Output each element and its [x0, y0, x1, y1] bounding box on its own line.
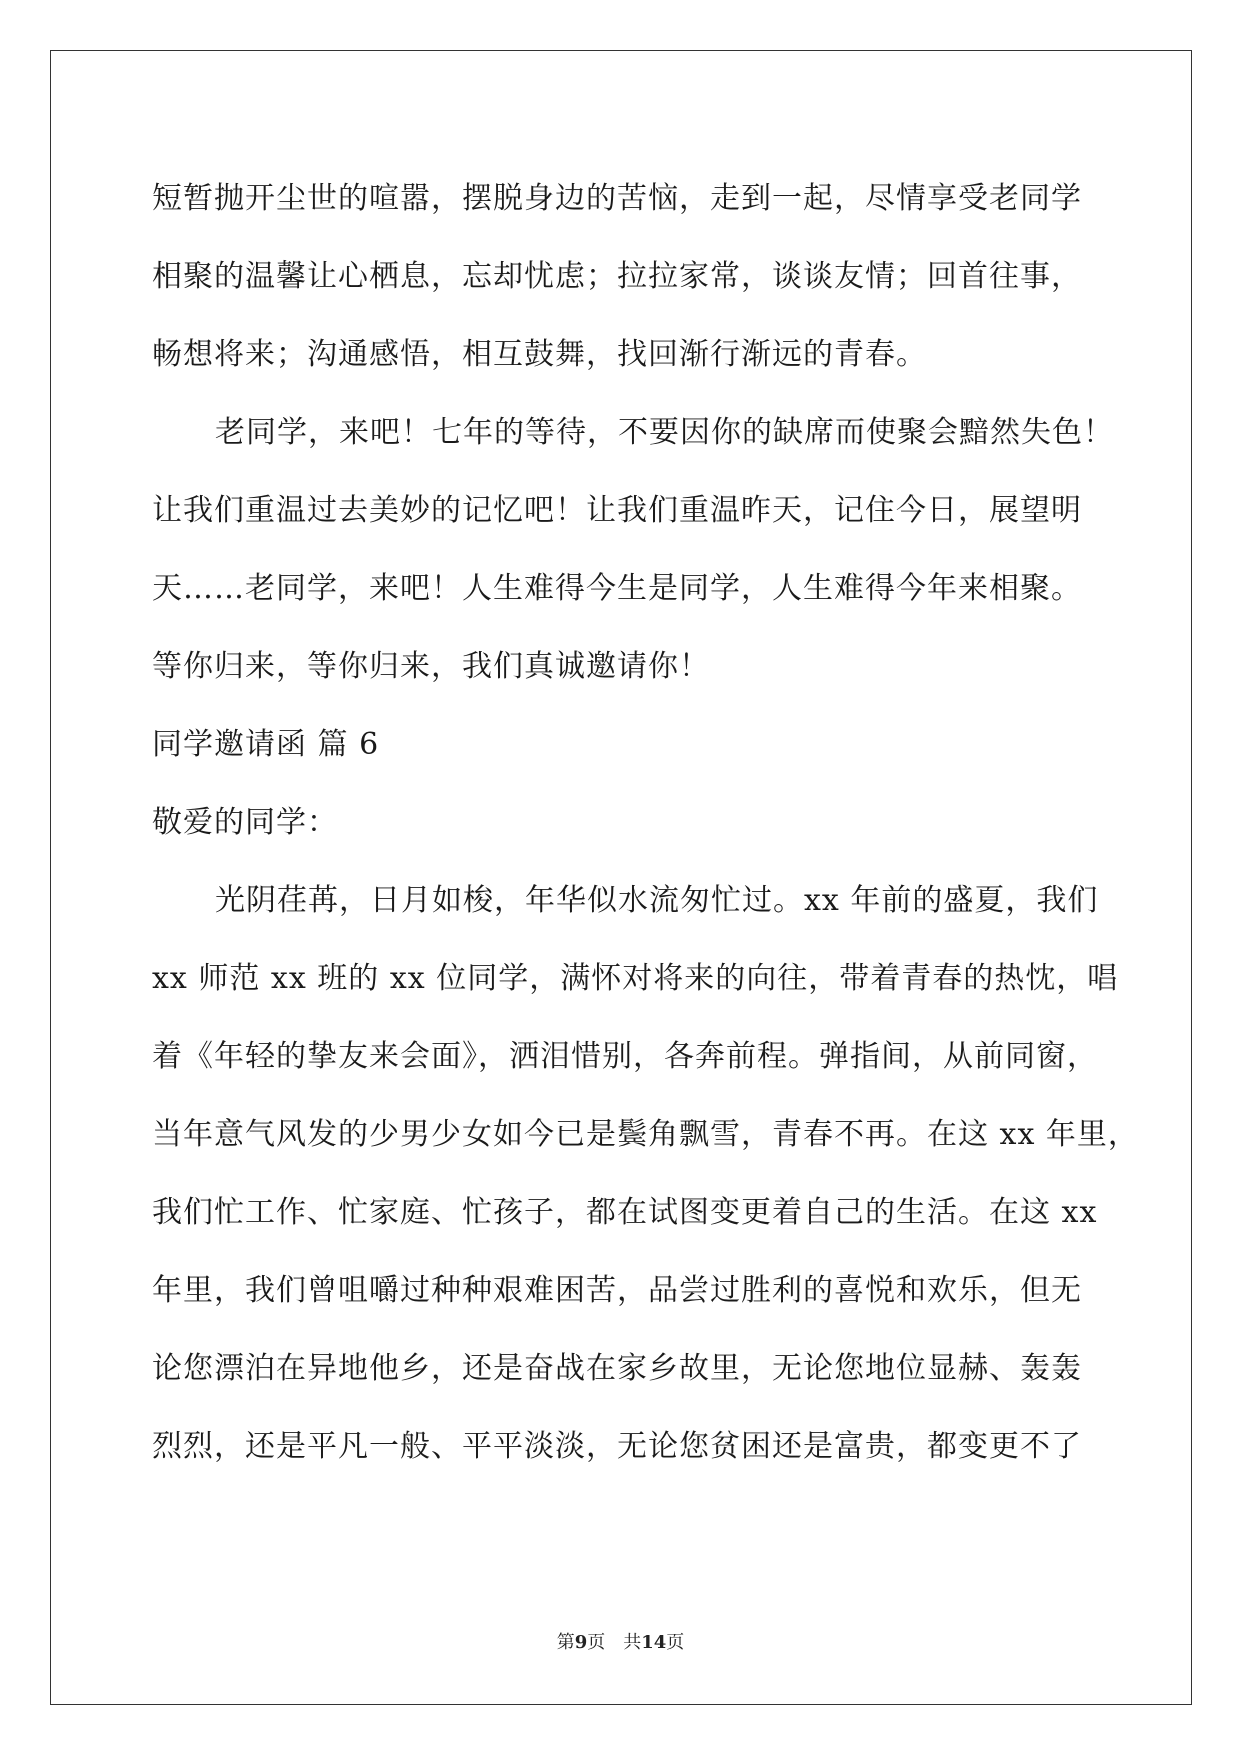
footer-suffix: 页: [666, 1632, 685, 1653]
footer-mid: 页 共: [587, 1632, 642, 1653]
body-line: 短暂抛开尘世的喧嚣，摆脱身边的苦恼，走到一起，尽情享受老同学: [152, 181, 1082, 216]
body-line: 相聚的温馨让心栖息，忘却忧虑；拉拉家常，谈谈友情；回首往事，: [152, 259, 1082, 294]
body-line: 当年意气风发的少男少女如今已是鬓角飘雪，青春不再。在这 xx 年里，: [152, 1117, 1139, 1152]
body-line: 论您漂泊在异地他乡，还是奋战在家乡故里，无论您地位显赫、轰轰: [152, 1351, 1082, 1386]
body-line: 年里，我们曾咀嚼过种种艰难困苦，品尝过胜利的喜悦和欢乐，但无: [152, 1273, 1082, 1308]
total-page-number: 14: [641, 1632, 667, 1653]
paragraph-first-line: 光阴荏苒，日月如梭，年华似水流匆忙过。xx 年前的盛夏，我们: [215, 883, 1099, 918]
body-line: xx 师范 xx 班的 xx 位同学，满怀对将来的向往，带着青春的热忱，唱: [152, 961, 1119, 996]
body-line: 让我们重温过去美妙的记忆吧！让我们重温昨天，记住今日，展望明: [152, 493, 1082, 528]
body-line: 畅想将来；沟通感悟，相互鼓舞，找回渐行渐远的青春。: [152, 337, 927, 372]
body-line: 烈烈，还是平凡一般、平平淡淡，无论您贫困还是富贵，都变更不了: [152, 1429, 1082, 1464]
body-line: 着《年轻的挚友来会面》，洒泪惜别，各奔前程。弹指间，从前同窗，: [152, 1039, 1098, 1074]
current-page-number: 9: [574, 1632, 588, 1653]
footer-prefix: 第: [556, 1632, 575, 1653]
body-line: 等你归来，等你归来，我们真诚邀请你！: [152, 649, 710, 684]
salutation: 敬爱的同学：: [152, 805, 338, 840]
paragraph-first-line: 老同学，来吧！七年的等待，不要因你的缺席而使聚会黯然失色！: [215, 415, 1114, 450]
document-body: [152, 160, 1139, 1486]
section-heading: 同学邀请函 篇 6: [152, 727, 380, 762]
body-line: 我们忙工作、忙家庭、忙孩子，都在试图变更着自己的生活。在这 xx: [152, 1195, 1098, 1230]
page-footer: [0, 1628, 1241, 1654]
body-line: 天……老同学，来吧！人生难得今生是同学，人生难得今年来相聚。: [152, 571, 1082, 606]
